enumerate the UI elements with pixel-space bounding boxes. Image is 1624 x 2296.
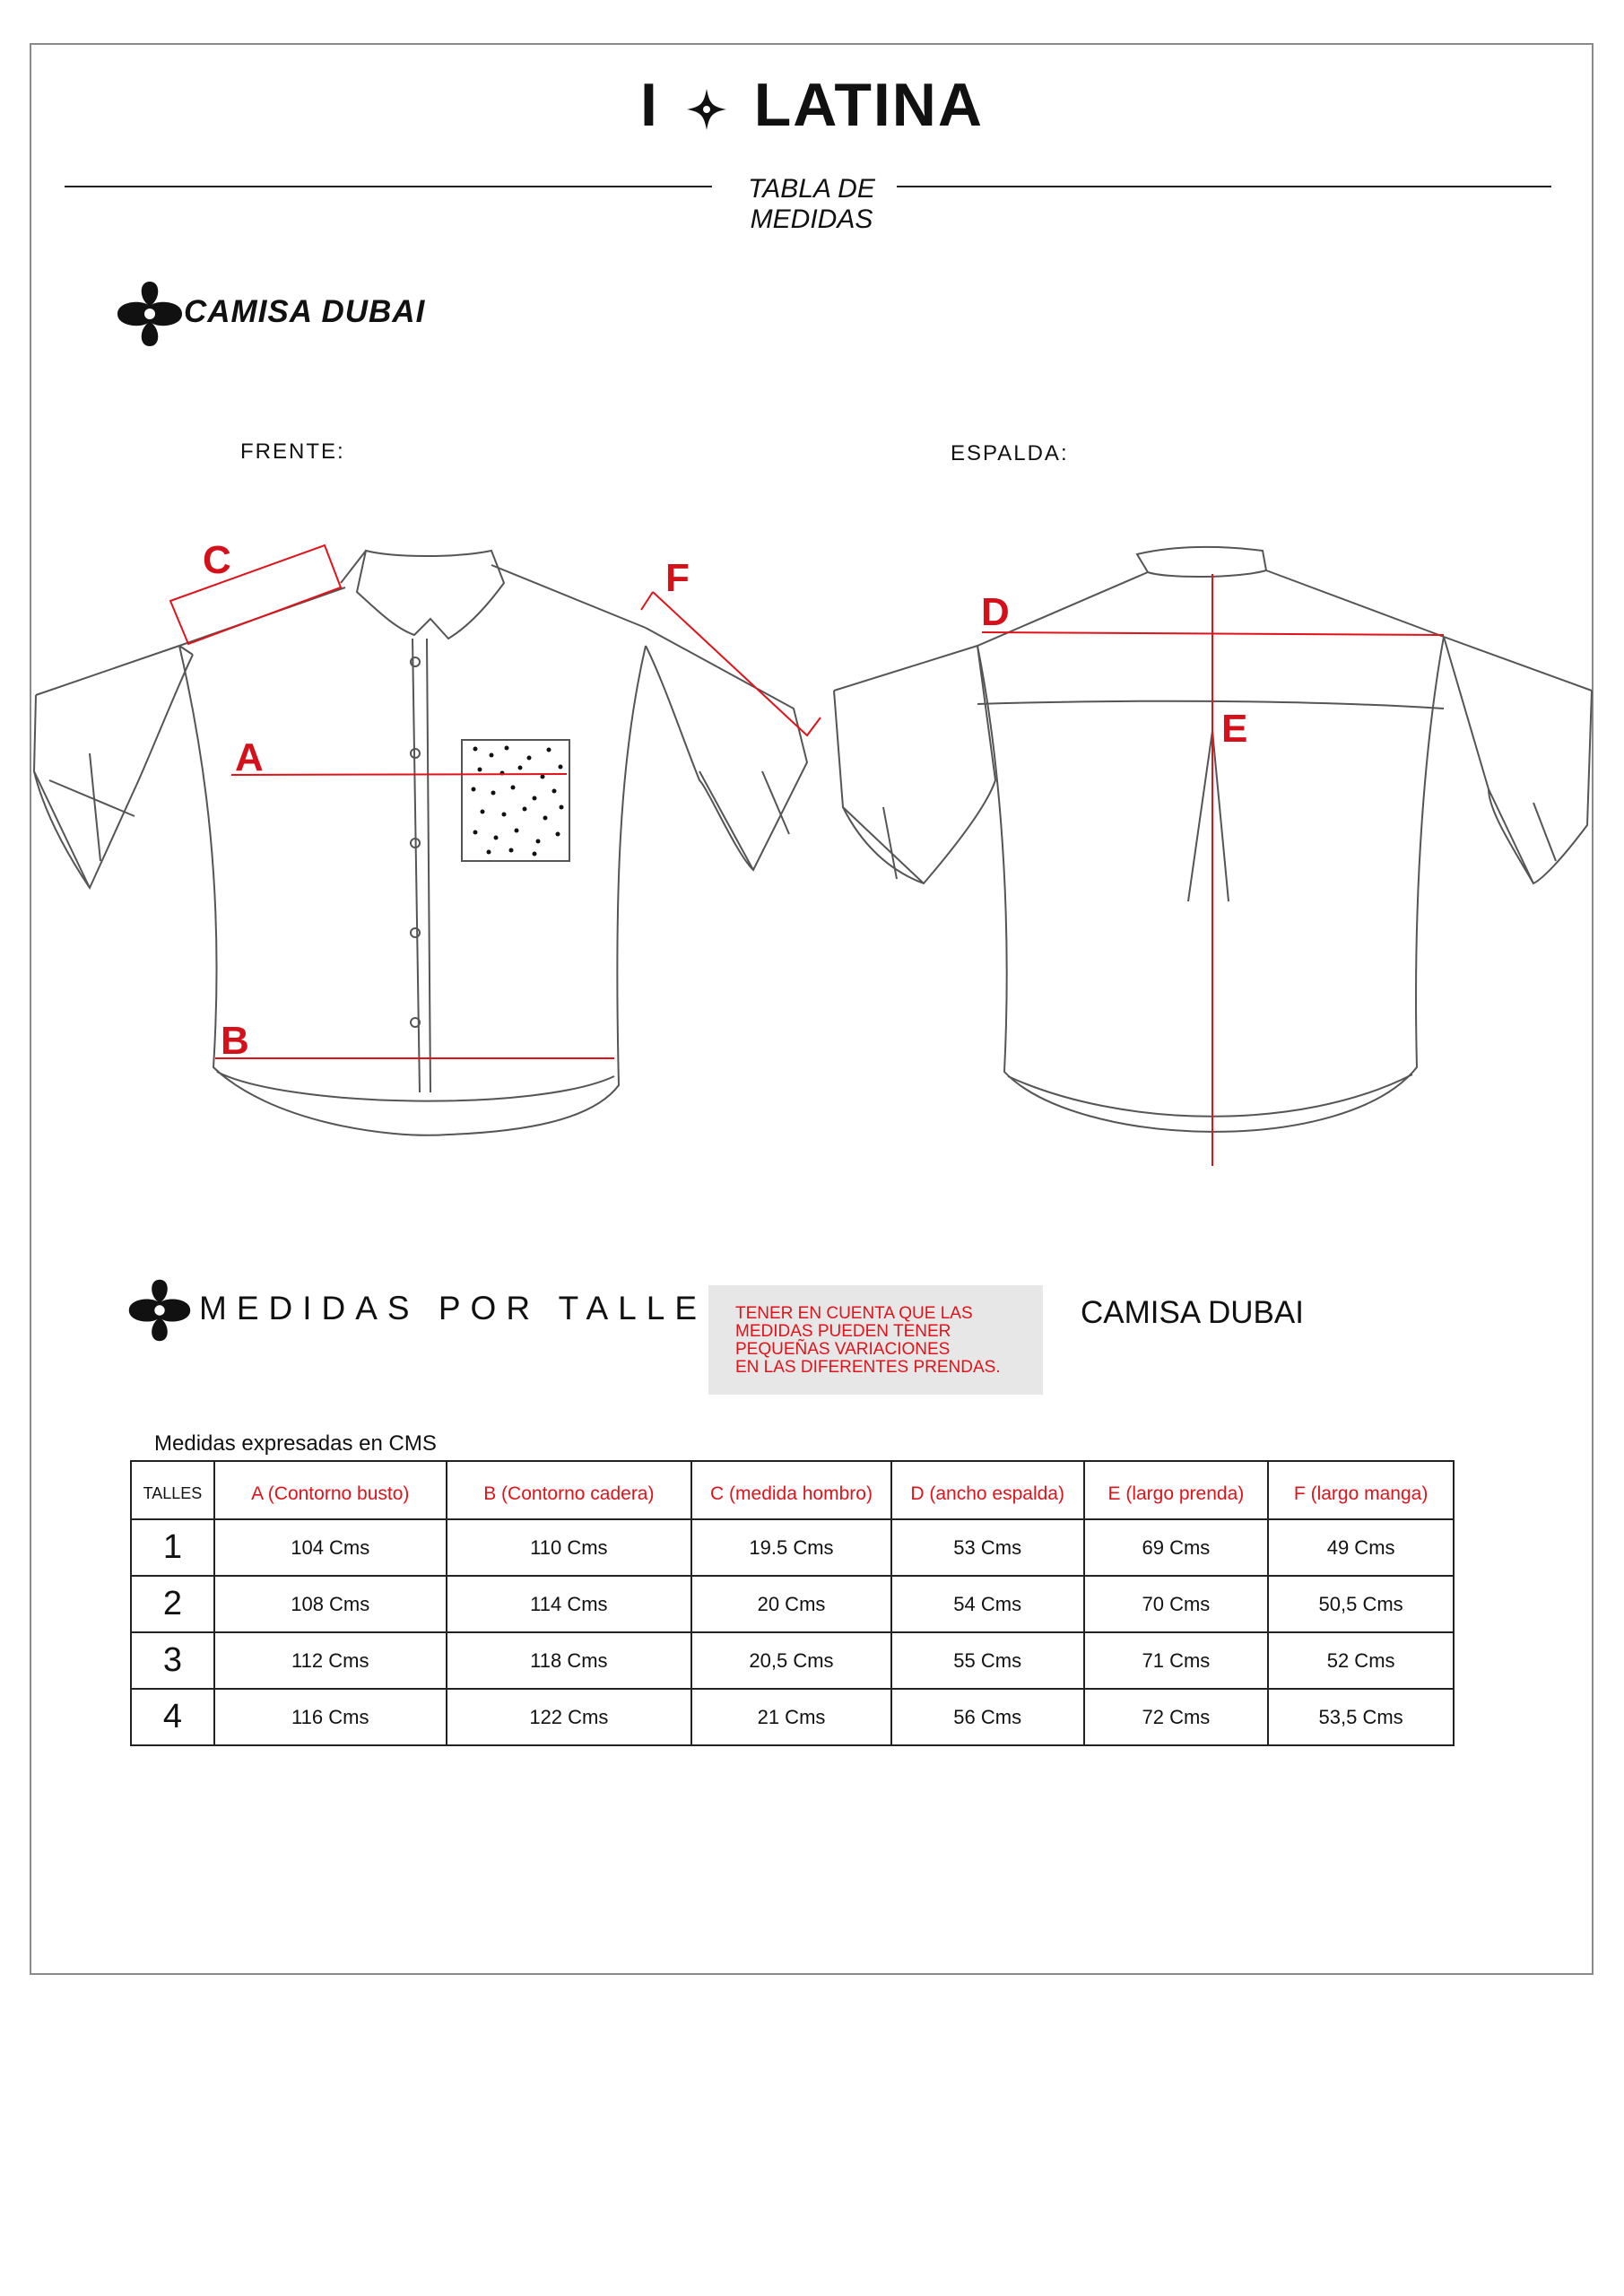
units-note: Medidas expresadas en CMS <box>154 1431 437 1456</box>
size-cell: 1 <box>131 1519 214 1576</box>
measure-point-f: F <box>665 556 690 600</box>
measure-point-c: C <box>203 538 231 582</box>
table-cell: 114 Cms <box>447 1576 692 1632</box>
measure-point-e: E <box>1221 707 1248 751</box>
table-cell: 69 Cms <box>1084 1519 1269 1576</box>
table-row <box>131 1689 1454 1745</box>
table-cell: 52 Cms <box>1268 1632 1454 1689</box>
table-row <box>131 1519 1454 1576</box>
shirt-front-drawing <box>34 551 807 1135</box>
measurement-lines <box>170 545 1444 1166</box>
measure-point-a: A <box>235 735 264 779</box>
table-cell: 118 Cms <box>447 1632 692 1689</box>
table-cell: 122 Cms <box>447 1689 692 1745</box>
table-cell: 70 Cms <box>1084 1576 1269 1632</box>
variation-note <box>708 1285 1043 1395</box>
table-header-row <box>131 1461 1454 1519</box>
table-cell: 56 Cms <box>891 1689 1084 1745</box>
header-b: B (Contorno cadera) <box>447 1461 692 1519</box>
table-cell: 53,5 Cms <box>1268 1689 1454 1745</box>
table-cell: 72 Cms <box>1084 1689 1269 1745</box>
table-cell: 104 Cms <box>214 1519 447 1576</box>
table-cell: 21 Cms <box>691 1689 891 1745</box>
table-cell: 55 Cms <box>891 1632 1084 1689</box>
table-cell: 20,5 Cms <box>691 1632 891 1689</box>
size-cell: 4 <box>131 1689 214 1745</box>
header-c: C (medida hombro) <box>691 1461 891 1519</box>
back-view-label: ESPALDA: <box>951 441 1069 465</box>
section-product-name: CAMISA DUBAI <box>1081 1295 1304 1330</box>
size-cell: 2 <box>131 1576 214 1632</box>
table-cell: 53 Cms <box>891 1519 1084 1576</box>
brand-right: LATINA <box>753 71 984 139</box>
header-a: A (Contorno busto) <box>214 1461 447 1519</box>
size-cell: 3 <box>131 1632 214 1689</box>
brand-left: I <box>640 71 659 139</box>
section-flower-icon <box>126 1276 194 1344</box>
table-cell: 49 Cms <box>1268 1519 1454 1576</box>
note-line-4: EN LAS DIFERENTES PRENDAS. <box>735 1358 1001 1377</box>
product-title: CAMISA DUBAI <box>184 294 426 329</box>
header-d: D (ancho espalda) <box>891 1461 1084 1519</box>
subtitle-line-2: MEDIDAS <box>750 204 873 234</box>
table-cell: 20 Cms <box>691 1576 891 1632</box>
table-cell: 19.5 Cms <box>691 1519 891 1576</box>
table-row <box>131 1576 1454 1632</box>
section-title: MEDIDAS POR TALLE <box>199 1290 708 1326</box>
table-cell: 110 Cms <box>447 1519 692 1576</box>
front-view-label: FRENTE: <box>240 439 345 464</box>
table-cell: 116 Cms <box>214 1689 447 1745</box>
table-cell: 50,5 Cms <box>1268 1576 1454 1632</box>
pocket-print-dots <box>472 746 564 857</box>
header-f: F (largo manga) <box>1268 1461 1454 1519</box>
header-talles: TALLES <box>131 1461 214 1519</box>
table-cell: 71 Cms <box>1084 1632 1269 1689</box>
measure-point-d: D <box>981 590 1010 634</box>
table-row <box>131 1632 1454 1689</box>
table-cell: 112 Cms <box>214 1632 447 1689</box>
note-line-1: TENER EN CUENTA QUE LAS <box>735 1304 973 1323</box>
subtitle-line-1: TABLA DE <box>748 174 875 204</box>
table-cell: 54 Cms <box>891 1576 1084 1632</box>
measure-point-b: B <box>221 1019 249 1063</box>
header-e: E (largo prenda) <box>1084 1461 1269 1519</box>
table-cell: 108 Cms <box>214 1576 447 1632</box>
size-table <box>130 1460 1455 1746</box>
note-line-3: PEQUEÑAS VARIACIONES <box>735 1340 951 1359</box>
note-line-2: MEDIDAS PUEDEN TENER <box>735 1322 951 1341</box>
